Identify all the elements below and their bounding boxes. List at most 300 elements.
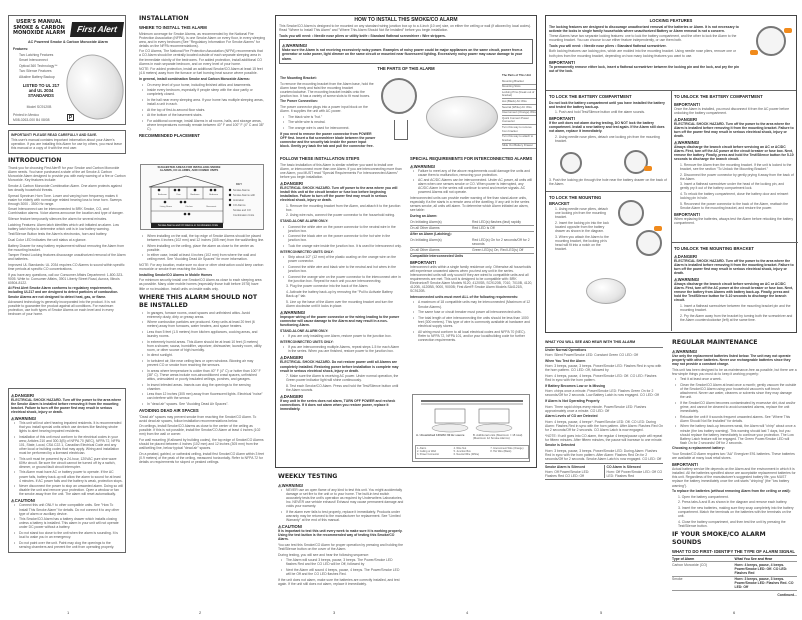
table-cell: Red LED(s) On for 2 seconds/Off for 2 seconds xyxy=(472,237,530,246)
bullet-item: • If the alarm ever fails to test properly, replace it immediately. Products under warranty may be returned to the manufacturer for replacement. See "Limited Warranty" at the end of this manual. xyxy=(278,510,404,522)
bullet-item: • Next the Alarm will sound 4 beeps, pause, 4 beeps. The Power/Smoke LED will be Off and the CO LED flashes Red. xyxy=(278,568,404,576)
locking-features-box xyxy=(545,15,797,333)
bullet-item: • Connect the black wire on the power connector to the hot wire in the junction box. xyxy=(280,234,402,242)
bold-paragraph: ELECTRICAL SHOCK HAZARD. Turn off the power to the area where the Alarm is installed before removing it from the mounting bracket. Failure to turn off the power first may result in serious electrical shock, injury or death. xyxy=(674,121,794,138)
key-item: Smoke and CO Combination Units xyxy=(233,209,255,217)
noisy-power-warning xyxy=(279,39,533,64)
bullet-item: • All wiring must conform to all local electrical codes and NFPA 70 (NEC). Refer to NFPA 72, NFPA 101, and/or your local/building code for further connection requirements. xyxy=(410,330,534,342)
legend-item: 1. Alarm xyxy=(417,447,427,450)
bullet-item: • If you are interconnecting multiple Alarms, repeat steps 1-5 for each Alarm in the series. When you are finished, restore power to the junction box. xyxy=(280,345,402,353)
part-row: Turn this way to remove from bracket xyxy=(502,125,536,134)
divider xyxy=(546,191,671,192)
bullet-item: • The orange wire is used for interconnect. xyxy=(280,126,376,130)
bullet-item: • Clean the Smoke/CO Alarm at least once a month; gently vacuum the outside of the Smoke/CO Alarm using your household vacuum's soft brush attachment. Never use water, cleaners or solvents since they may damage the unit. xyxy=(672,383,797,399)
page-number: 3 xyxy=(333,610,336,615)
numbered-step: 1. Using needle nose pliers, detach one locking pin from the mounting bracket. xyxy=(555,207,608,220)
page-number: 6 xyxy=(733,610,736,615)
power-connector-image xyxy=(394,120,408,140)
paragraph: To remove the mounting bracket from the Alarm base, hold the Alarm base firmly and twist the mounting bracket counterclockwise. The mounting bracket installs onto the junction box. It has a variety of screw slots to fit most boxes. xyxy=(280,81,374,98)
paragraph: Horn: 3 beeps, pause, 3 beeps. Power/Smoke LED: During Alarm: Flashes Red in sync with the horn pattern. After Alarm: Flashes Red On for 2 seconds/Off for 2 seconds. Smoke Alarm Latch is now engaged. CO LED: Off xyxy=(545,448,662,462)
bullet-item: • Do not stand too close to the unit when the alarm is sounding. It is loud to wake you in an emergency. xyxy=(11,531,123,539)
diagram-title: SUGGESTED AREAS FOR INSTALLING SMOKE ALARMS, CO ALARMS, AND COMBO UNITS xyxy=(157,165,221,173)
bullet-item: • Test it at least once a week. xyxy=(672,377,797,381)
lock-pin-icon xyxy=(644,166,652,171)
key-item: Smoke Alarms xyxy=(233,189,250,192)
paragraph: You can test this Smoke/CO Alarm for proper operation by pressing and holding the Test/Silence button on the cover of the Alarm. xyxy=(278,543,404,552)
subheading: RECOMMENDED PLACEMENT xyxy=(139,132,200,138)
numbered-step: 3. Plug the power connector into the back of the Alarm. xyxy=(286,284,369,289)
introduction-section xyxy=(8,154,126,318)
alert-label: IMPORTANT! xyxy=(674,101,700,107)
lock-pin-image xyxy=(560,152,582,174)
arrow-icon xyxy=(784,28,792,33)
numbered-step: 4. To relock the battery compartment, close the battery door and reinsert locking pin in hole. xyxy=(680,192,789,201)
page-number: 4 xyxy=(466,610,469,615)
bold-paragraph: ELECTRICAL SHOCK HAZARD. Turn off the power to the area where the Smoke Alarm is installed before removing it from the mounting bracket. Failure to turn off the power first may result in serious electrical shock, injury or death. xyxy=(11,397,122,414)
signal-type: Smoke xyxy=(672,577,683,582)
bullet-item: • If the Smoke/CO Alarm becomes contaminated by excessive dirt, dust and/or grime, and cannot be cleaned to avoid unwanted alarms, replace the unit immediately. xyxy=(672,401,797,413)
paragraph: Smart Interconnect can be interconnected to BRK Smoke, CO, and Combination alarms. Voice alarms announce the location and type of danger. xyxy=(8,207,124,216)
bold-paragraph: To replace the batteries (without removing Alarm from the ceiling or wall): xyxy=(672,489,791,494)
mounting-bracket-image xyxy=(381,78,417,114)
paragraph: This user's manual contains important information about your Alarm's operation. If you are installing this Alarm for use by others, you must leave this manual or a copy of it with the end user. xyxy=(11,138,123,151)
key-item: CO Alarms xyxy=(233,204,246,207)
subheading: TO UNLOCK THE MOUNTING BRACKET xyxy=(674,246,754,251)
part-code: M08-0263-000 B4 08/08 xyxy=(13,117,50,122)
subheading: TO LOCK THE BATTERY COMPARTMENT xyxy=(549,94,632,99)
table-cell: On all Other Alarms xyxy=(410,226,440,231)
part-row: Quick Connect Power Connector xyxy=(502,116,536,125)
bold-paragraph: Alarm Levels of CO are Detected xyxy=(545,414,598,419)
signal-row xyxy=(672,577,797,591)
important-box xyxy=(8,130,126,154)
paragraph: For wall mounting (if allowed by building codes), the top edge of Smoke/CO Alarms should be placed between 4 inches (102 mm) and 12 inches (305 mm) from the wall/ceiling line, below typical "dead air" spaces. xyxy=(139,437,264,451)
bullet-item: • Tuck the orange wire inside the junction box. It is used for interconnect only. xyxy=(280,244,402,248)
bullet-item: • Never disconnect the power to stop an unwanted alarm. Doing so will disable the unit and remove your protection. Open a window or fan the smoke away from the unit. The alarm will reset automatically. xyxy=(11,484,123,496)
bullet-item: • This Alarm must have AC or battery power to operate. If the AC power fails, battery back-up will allow the alarm to sound for at least 4 minutes. If AC power fails and the battery is weak, protection stops. xyxy=(11,470,123,482)
legend-item: 4. Wire Nut xyxy=(453,447,467,450)
room-labels xyxy=(153,194,223,197)
paragraph: The basic installation of this Alarm is similar whether you want to install one Alarm, or interconnect more than one Alarm. If you are interconnecting more than one Alarm, you MUST read "Special Requirements For Interconnected Alarms" before you begin installation. xyxy=(280,162,402,179)
feature-item: Optical 360 Technology™ xyxy=(19,63,58,68)
bullet-item: • Connect this unit ONLY to other compatible units. See "How To Install This Smoke Alarm" for details. Do not connect it to any other type of alarm or auxiliary device. xyxy=(11,503,123,515)
cover-subtitle: AC Powered Smoke & Carbon Monoxide Alarm xyxy=(28,40,108,44)
bullet-item: • In garages, furnace rooms, crawl spaces and unfinished attics. Avoid extremely dusty, dirty or greasy areas. xyxy=(139,311,265,319)
bracket-image xyxy=(618,200,644,226)
numbered-step: 4. Activate the battery back-up by removing the "Pull to Activate Battery Back-up" tab. xyxy=(286,289,393,298)
bold-paragraph: Do not lock the battery compartment until you have installed the battery and tested the battery back-up. xyxy=(549,100,665,109)
wiring-diagram xyxy=(412,394,530,462)
silenced-text: Horn: Off Power/Smoke LED: Off CO LED: Flashes Red xyxy=(606,470,663,479)
numbered-step: 2. Pry the Alarm away from the bracket by turning both the screwdriver and the Alarm counterclockwise (left) at the same time. xyxy=(680,313,793,322)
bullet-item: • Do not paint over the unit. Paint may clog the openings to the sensing chambers and prevent the unit from operating properly. xyxy=(11,541,123,549)
paragraph: When replacing the batteries, always test the Alarm before relocking the battery compartment. xyxy=(674,216,794,225)
room-label: Bedroom xyxy=(209,193,219,196)
room-label: Basement xyxy=(206,205,217,208)
silenced-table xyxy=(545,463,663,481)
part-row: Neutral (White) AC Wire xyxy=(502,105,536,111)
part-row: Interconnect (Orange) Wire xyxy=(502,111,536,117)
silenced-text: Horn: Off Power/Smoke LED: Flashes Red CO LED: Off xyxy=(545,470,590,479)
numbered-step: 1. Insert a flathead screwdriver between the mounting bracket pin and the mounting bracket. xyxy=(680,303,791,312)
room-label: Living Room xyxy=(159,205,172,208)
bold-paragraph: During an Alarm: xyxy=(410,213,438,218)
install-intro: This Smoke/CO Alarm is designed to be mounted on any standard wiring junction box up to a 4-inch (10 cm) size, on either the ceiling or wall (if allowed by local codes). Read "Where to Install This Alarm" and "Where This Alarm Should Not Be Installed" before you begin installation. xyxy=(279,24,531,33)
section-heading: WHERE THIS ALARM SHOULD NOT BE INSTALLED xyxy=(139,293,258,309)
feature-item: Two Silence Features xyxy=(19,69,52,74)
paragraph: Horn: 4 beeps, pause, 4 beeps*. Power/Smoke LED: Off. CO LED: During Alarm: Flashes Red in sync with the horn pattern. After Alarm: Flashes Red On for 2 seconds/Off for 2 seconds. CO Alarm Latch is now engaged. xyxy=(545,419,663,432)
installation-section xyxy=(139,12,265,139)
bold-paragraph: INTERCONNECTED UNITS ONLY: xyxy=(280,249,334,254)
table-row xyxy=(410,237,534,247)
numbered-step: 1. Remove the mounting bracket from the Alarm, and attach it to the junction box. xyxy=(286,203,401,212)
bullet-item: • In areas where temperature is colder than 40° F (4° C) or hotter than 100° F (38° C). These areas include non-airconditioned crawl spaces, unfinished attics, uninsulated or poorly insulated ceilings, porches, and garages. xyxy=(139,369,265,381)
paragraph: Interconnected units can provide earlier warning of fire than stand-alone units, especially if a fire starts in a remote area of the dwelling. If any unit in the series senses smoke, all units will alarm. To determine which Alarm initiated an alarm, see table: xyxy=(410,196,530,213)
bullet-item: • When the battery back-up becomes weak, the Alarm will "chirp" about once a minute (the low battery warning). This warning should last 7 days, but you should replace the battery immediately to continue your protection. The Low Battery Latch feature will be engaged. The Green Power/Smoke LED will flash On for 2 seconds/ Off for 2 seconds. xyxy=(672,424,797,444)
paragraph: Both locking features use locking pins, which are molded into the mounting bracket. Using needle nose pliers, remove one or both pins from the mounting bracket, depending on how many locking features you want to use. xyxy=(549,49,736,58)
features-label: Features: xyxy=(13,47,29,51)
paragraph: NOTE: For added protection, install an additional Smoke/CO Alarm at least 15 feet (4.6 meters) away from the furnace or fuel burning heat source where possible. xyxy=(139,67,263,76)
first-alert-logo: First Alert xyxy=(70,22,124,37)
paragraph: Interconnect units within a single family residence only. Otherwise all households will experience unwanted alarms when you test any unit in the series. Interconnected units will only sound if they are wired to compatible units and all requirements are met. This unit is designed to be compatible with: BRK Electronics® Smoke Alarm Models 9120, 4120SB, SC9120B, 7010, 7010B, 4120, 4120B, 4120BB, 9000, 9000B; First Alert® Smoke Alarm Models SA4121B, SC9120B. xyxy=(410,264,533,294)
paragraph: Battery Drawer for easy battery replacement without removing the Alarm from the mounting bracket. xyxy=(8,243,125,252)
signal-row xyxy=(672,562,797,576)
paragraph: Thank you for choosing First Alert® for your Smoke and Carbon Monoxide Alarm needs. You have purchased a state of the art Smoke & Carbon Monoxide Alarm designed to provide you with early warning of a fire or Carbon Monoxide. Key features include: xyxy=(8,166,126,183)
bold-paragraph: Under Normal Operations xyxy=(545,347,587,352)
page-number: 5 xyxy=(600,610,603,615)
part-row: Mounting Slots xyxy=(502,85,536,91)
paragraph: The power connector plugs into a power input block on the Alarm. It supplies the unit with AC power. xyxy=(280,105,368,114)
placement-notes xyxy=(139,234,265,466)
room-label: Bedroom xyxy=(190,193,200,196)
maintenance-section xyxy=(672,339,797,554)
alert-label: ⚠WARNING! xyxy=(11,415,37,421)
parts-title: THE PARTS OF THIS ALARM xyxy=(377,66,435,72)
numbered-step: 1. Remove the Alarm from the mounting bracket. If the unit is locked to the bracket, see the section "To Unlock the Mounting Bracket." xyxy=(680,162,792,172)
bullet-item: • In turbulent air, like near ceiling fans or open windows. Blowing air may prevent CO or smoke from reaching the sensors. xyxy=(139,359,265,367)
paragraph: Improved UL Standards: UL 2034 requires CO Alarms to sound within specific time periods at specific CO concentrations. xyxy=(8,262,125,271)
paragraph: Once the Alarm is installed, you must disconnect it from the AC power before unlocking the battery compartment. xyxy=(674,106,790,115)
page-number: 2 xyxy=(199,610,202,615)
bullet-item: • This unit will not alert hearing impaired residents. It is recommended that you install special units which use devices like flashing strobe lights to alert hearing impaired residents. xyxy=(11,421,123,433)
section-heading: IF YOUR SMOKE/CO ALARM SOUNDS xyxy=(672,530,766,546)
warning-label: ⚠WARNING! xyxy=(282,43,308,49)
page-number: 1 xyxy=(67,610,70,615)
paragraph: Dual Color LED indicates the unit status at a glance. xyxy=(8,237,87,242)
bold-paragraph: It is important to test this unit every week to make sure it is working properly. Using the test button is the recommended way of testing this Smoke/CO Alarm. xyxy=(278,529,403,542)
bold-paragraph: STAND-ALONE ALARM ONLY: xyxy=(280,219,329,224)
signal-type: Carbon Monoxide (CO) xyxy=(672,562,708,567)
parts-table-head: The Parts of This Unit xyxy=(502,73,531,77)
paragraph: These Alarms have two separate locking features: one to lock the battery compartment, and the other to lock the Alarm to the mounting bracket. You can choose to use either feature independently, or use them both. xyxy=(549,34,737,43)
bold-paragraph: After an Alarm (Latching): xyxy=(410,231,452,236)
alarm-signal-table xyxy=(672,555,797,597)
numbered-step: 2. Using wire nuts, connect the power connector to the household wiring. xyxy=(286,213,396,218)
paragraph: Latching Features: Alarm latch identifies which unit initiated an alarm. Low battery latch helps to determine which unit is in low battery warning. xyxy=(8,222,120,231)
paragraph: For CO Alarms, The National Fire Protection Association (NFPA) recommends that a CO Alarm should be centrally located outside of each separate sleeping area in the immediate vicinity of the bedrooms. For added protection, install additional CO Alarms in each separate bedroom, and on every level of your home. xyxy=(139,49,263,66)
interconnect-requirements xyxy=(410,154,534,343)
numbered-step: 2. Disconnect the power connector by gently prying it away from the back of the Alarm. xyxy=(680,172,794,181)
paragraph: Advanced technology is generally incorporated into the product. It is not possible to guarantee the product against all conditions. For maximum protection, use both types of Smoke Alarms on each level and in every bedroom of your home. xyxy=(8,300,116,317)
table-cell: On Initiating Alarm(s) xyxy=(410,220,442,225)
see-and-hear-section xyxy=(545,338,663,480)
paragraph: Horn: Three rapid chirps every minute. Power/Smoke LED: Flashes approximately once a minute. CO LED: Off xyxy=(545,404,647,413)
bullet-item: • Connect the orange wire on the power connector to the interconnect wire in the junction box. Repeat for each unit you are interconnecting. xyxy=(280,275,402,283)
manual-title: USER'S MANUAL SMOKE & CARBON MONOXIDE ALARM xyxy=(13,19,66,37)
diagram-key xyxy=(233,188,264,218)
legend-item: 6. Neutral Wire (White) xyxy=(453,453,480,457)
bullet-item: • Connect the white wire on the power connector to the neutral wire in the junction box. xyxy=(280,225,402,233)
paragraph: NOTE: For any location, make sure no door or other obstruction could keep carbon monoxide or smoke from reaching the Alarm. xyxy=(139,263,264,272)
paragraph: Minimum coverage for Smoke Alarms, as recommended by the National Fire Protection Association (NFPA), is one Smoke Alarm on every floor, in every sleeping area, and in every bedroom (See "Regulatory Information For Smoke Alarms" for details on the NFPA recommendations). xyxy=(139,31,266,48)
bullet-item: • Where combustion particles are produced. Keep units at least 20 feet (6 meters) away from furnaces, water heaters, and space heaters. xyxy=(139,320,265,328)
bullet-item: • Less than 5 feet (1.5 meters) from kitchen appliances, cooking areas, and laundry rooms. xyxy=(139,330,265,338)
legend-item: 2. Ceiling or Wall xyxy=(417,450,436,454)
alert-label: ⚠WARNING! xyxy=(674,140,700,146)
bullet-item: • Inside every bedroom, especially if people sleep with the door partly or completely closed. xyxy=(139,88,265,96)
page-6-column xyxy=(672,336,797,597)
install-title: HOW TO INSTALL THIS SMOKE/CO ALARM xyxy=(354,17,458,23)
subheading: SPECIAL REQUIREMENTS FOR INTERCONNECTED ALARMS xyxy=(410,156,533,161)
paragraph: For minimum security install one Smoke/CO Alarm as close to each sleeping area as possible. Many older mobile homes (especially those built before 1978) have little or no insulation. Install units on inside walls only. xyxy=(139,278,262,291)
bullet-item: • A maximum of 18 compatible units may be interconnected (Maximum of 12 Smoke Alarms). xyxy=(410,300,534,308)
signal-what: Horn: 4 beeps, pause, 4 beeps. Power/Smoke LED: Off. CO LED: Flashes Red xyxy=(734,562,788,576)
weekly-testing-section xyxy=(278,470,404,587)
key-item: Smoke Alarms with Ionization xyxy=(233,194,256,202)
col-type: Type of Alarm xyxy=(672,556,695,561)
bullet-item: • The white wire is neutral. xyxy=(280,120,376,124)
alert-label: ⚠DANGER! xyxy=(280,355,304,361)
bold-paragraph: If Alarm is Not Operating Properly xyxy=(545,398,600,403)
section-heading: WEEKLY TESTING xyxy=(278,473,338,480)
bold-paragraph: ELECTRICAL SHOCK HAZARD. Turn off the power to the area where the Alarm is installed before removing it from the mounting bracket. Failure to turn off the power first may result in serious electrical shock, injury or death. xyxy=(674,258,794,275)
room-label: Bedroom xyxy=(157,193,167,196)
alert-label: ⚠WARNING! xyxy=(674,276,700,282)
parts-description xyxy=(280,76,376,149)
paragraph: Your Smoke/CO Alarm requires two "AA" Energizer E91 batteries. These batteries are available at many local retail stores. xyxy=(672,451,795,461)
paragraph: Actual battery service life depends on the Alarm and the environment in which it is installed. All the batteries specified above are acceptable replacement batteries for this unit. Regardless of the manufacturer's suggested battery life, you MUST replace the battery immediately once the unit starts "chirping" (the "low battery warning"). xyxy=(672,467,796,488)
bold-paragraph: Installing Smoke/CO Alarms in Mobile Homes xyxy=(139,272,213,277)
bold-paragraph: If Battery Becomes Low or is Missing xyxy=(545,383,606,388)
numbered-step: 1. Open the battery compartment. xyxy=(678,494,729,499)
arrow-icon xyxy=(750,50,758,55)
table-cell: Red LED is Off xyxy=(472,226,495,231)
lock-battery-section xyxy=(549,92,667,145)
bullet-item: • On every level of your home, including finished attics and basements. xyxy=(139,83,265,87)
numbered-step: 2. Using needle nose pliers, detach one locking pin from the mounting bracket. xyxy=(555,135,660,144)
bullet-item: • When installing on the wall, the top edge of Smoke Alarms should be placed between 4 inches (102 mm) and 12 inches (305 mm) from the wall/ceiling line. xyxy=(139,234,265,242)
lock-bracket-section xyxy=(549,193,611,252)
alert-label: ⚠DANGER! xyxy=(674,116,698,122)
bold-paragraph: Tools you will need: • Needle nose pliers • Standard flathead screwdriver. xyxy=(549,43,667,48)
warning-text: Make sure the Alarm is not receiving excessively noisy power. Examples of noisy power could be major appliances on the same circuit, power from a generator or solar power, light dimmer on the same circuit or mounted near fluorescent lighting. Excessively noisy power may cause damage to your alarm. xyxy=(282,48,523,61)
paragraph: Horn: chirps once a minute. Power/Smoke LED: Flashes Green On for 2 seconds/Off for 2 seconds. Low Battery Latch is now engaged. CO LED: Off xyxy=(545,389,659,398)
bullet-item: • At the top of first-to-second floor stairs. xyxy=(139,108,265,112)
paragraph: Smoke & Carbon Monoxide Combination Alarm. One alarm protects against two deadly household threats. xyxy=(8,183,122,192)
table-cell: On Initiating Alarm(s) xyxy=(410,237,442,242)
alert-label: ⚠DANGER! xyxy=(11,392,35,398)
subheading: WHERE TO INSTALL THIS ALARM xyxy=(139,25,207,30)
parts-table xyxy=(502,74,536,149)
alert-label: ⚠DANGER! xyxy=(280,394,304,400)
bold-paragraph: In general, install combination Smoke and Carbon Monoxide Alarms: xyxy=(139,76,250,81)
locking-intro xyxy=(546,25,746,73)
part-row: Locking Pins (break out of bracket) xyxy=(502,90,536,99)
alert-label: IMPORTANT! xyxy=(672,462,698,468)
standards-listing: LISTED TO UL 217 and UL 2034 STANDARDS xyxy=(22,83,60,98)
bullet-item: • Failure to meet any of the above requirements could damage the units and cause them to malfunction, removing your protection. xyxy=(410,169,534,177)
lock-pin-icon xyxy=(654,226,662,231)
continued-label: Continued... xyxy=(777,593,797,598)
bold-paragraph: Always discharge the branch circuit before servicing an AC or AC/DC Alarm. First, turn off the AC power at the circuit breaker or fuse box. Next, remove the battery. Finally, press and hold the Test/Silence button for 5-10 seconds to discharge the branch circuit. xyxy=(674,145,794,162)
bold-paragraph: If the unit does not alarm during testing, DO NOT lock the battery compartment. Install a new battery and test again. If the Alarm still does not alarm, replace it immediately. xyxy=(549,121,665,134)
bold-paragraph: IMPORTANT! PLEASE READ CAREFULLY AND SAVE. xyxy=(11,132,98,137)
legend-item: 5. Junction Box xyxy=(453,450,471,454)
table-cell: On all Other Alarms xyxy=(410,248,440,252)
numbered-step: 5. Reconnect the power connector to the back of the Alarm, reattach the Smoke Alarm to the mounting bracket, and restore the power. xyxy=(680,201,788,210)
bullet-item: • In the hall near every sleeping area. If your home has multiple sleeping areas, install a unit in each. xyxy=(139,98,265,106)
numbered-step: 3. When you attach the Alarm to the mounting bracket, the locking pin's head will fit into a notch on the bracket. xyxy=(555,234,609,251)
locking-bracket-image xyxy=(756,26,786,56)
bullet-item: • AC and AC/DC Alarms can be interconnected. Under AC power, all units will alarm when one senses smoke or CO. When power is interrupted, any AC/DC Alarm in the series will continue to send and receive signals. AC powered Alarms will not operate. xyxy=(410,178,534,194)
bullet-item: • NEVER use an open flame of any kind to test this unit. You might accidentally damage or set fire to the unit or to your home. The built-in test switch accurately tests the unit's operation as required by Underwriters Laboratories, Inc. NEVER use vehicle exhaust! Exhaust may cause permanent damage and voids your warranty. xyxy=(278,488,404,508)
paragraph: Horn: Silent Power/Smoke LED: Constant Green CO LED: Off xyxy=(545,353,639,358)
installation-steps xyxy=(280,154,402,413)
bold-paragraph: Interconnected units must meet ALL of the following requirements: xyxy=(410,294,519,299)
alert-label: ⚠CAUTION! xyxy=(11,498,36,504)
install-tools: Tools you will need: • Needle nose pliers or utility knife • Standard flathead screwdriver • Wire strippers. xyxy=(279,33,446,38)
printed-in: Printed in Mexico xyxy=(13,113,40,117)
bold-paragraph: STAND-ALONE ALARM ONLY: xyxy=(280,328,329,333)
bullet-item: • When installing on the ceiling, place the alarm as close to the center as possible. xyxy=(139,244,265,252)
divider-vertical xyxy=(671,90,672,331)
numbered-step: 3. Insert the new batteries, making sure they snap completely into the battery compartment. Match the terminals on the batteries with the terminals on the unit. xyxy=(678,505,794,519)
cover-box xyxy=(8,15,126,125)
part-row: Slide Out Battery Drawer xyxy=(502,144,536,150)
numbered-step: 7. Make sure the Alarm is receiving AC power. Under normal operation, the Green power indicator light will shine continuously. xyxy=(286,374,399,383)
bold-paragraph: Compatible Interconnected Units xyxy=(410,253,464,258)
wiring-illustration xyxy=(413,395,531,435)
bullet-item: • Strip about 1/2" (12 mm) of the plastic coating on the orange wire on the power connector. xyxy=(280,255,402,263)
alert-label: ⚠WARNING! xyxy=(672,349,698,354)
co-silenced xyxy=(605,465,664,479)
subheading: AVOIDING DEAD AIR SPACES xyxy=(139,408,199,413)
alert-label: IMPORTANT! xyxy=(549,59,575,65)
bold-paragraph: INTERCONNECTED UNITS ONLY: xyxy=(280,339,334,344)
diagram-key-label: KEY xyxy=(236,182,243,186)
paragraph: Test/Silence Button tests the Alarm's electronics, horn and battery. xyxy=(8,232,108,237)
paragraph: During testing, you will see and hear the following sequence: xyxy=(278,552,370,557)
bracket-lock-image xyxy=(636,230,662,256)
alert-label: ⚠DANGER! xyxy=(674,253,698,259)
bullet-item: • At the bottom of the basement stairs. xyxy=(139,113,265,117)
bullet-item: • Installation of this unit must conform to the electrical codes in your area; Articles 210 and 300.3(B) of NFPA 70 (NEC), NFPA 72, NFPA 101, State, Local, CSA C22.1, Canadian Electrical Code and any other local or building codes that may apply. Wiring and installation must be performed by a licensed electrician. xyxy=(11,435,123,455)
lock-battery-step3: 3. Push the locking pin through the hole near the battery drawer on the back of the Alarm. xyxy=(549,178,667,187)
numbered-step: 1. Push and hold Test/Silence button until the alarm sounds. xyxy=(555,110,646,115)
divider xyxy=(671,242,798,243)
legend-item: 8. Hot Wire (Black) xyxy=(490,450,512,454)
numbered-step: 2. Press tabs A and B as shown in the diagram and remove each battery. xyxy=(678,500,788,505)
alert-label: ⚠WARNING! xyxy=(280,309,306,315)
signal-table-header xyxy=(672,555,797,562)
bullet-item: • For additional coverage, install Alarms in all rooms, halls, and storage areas, where temperatures normally remain between 40° F and 100° F (4° C and 38° C). xyxy=(139,119,265,131)
bold-paragraph: If you need to remove the power connector from POWER OFF first. Insert a flat screwdriver blade between the power connector and the security tab inside the power input block. Gently pry back the tab and pull the connector free. xyxy=(280,131,376,148)
bold-paragraph: Smoke is Detected xyxy=(545,443,576,448)
how-to-install-box xyxy=(275,15,537,468)
section-heading: REGULAR MAINTENANCE xyxy=(672,339,758,346)
bold-paragraph: Improper wiring of the power connector or the wiring leading to the power connector will cause damage to the Alarm and may result in a non-functioning Alarm. xyxy=(280,314,400,327)
unlock-battery-section xyxy=(674,92,794,227)
alert-label: ⚠WARNING! xyxy=(410,163,436,169)
feature-item: Two Latching Features xyxy=(19,52,54,57)
bold-paragraph: When You Test the Alarm xyxy=(545,358,586,363)
paragraph: Horn: 3 beeps, pause, 3 beeps. Power/Smoke LED: Flashes Red in sync with the horn pattern. CO LED: Off, followed by xyxy=(545,364,662,373)
alert-label: IMPORTANT! xyxy=(410,259,436,265)
bullet-item: • The Alarm will sound 3 beeps, pause, 3 beeps. The Power/Smoke LED flashes Red and the CO LED will be Off, followed by xyxy=(278,558,404,566)
numbered-step: 4. Close the battery compartment, and then test the unit by pressing the Test/Silence button. xyxy=(678,519,786,528)
bold-paragraph: ELECTRICAL SHOCK HAZARD. Do not restore power until all Alarms are completely installed. Restoring power before installation is complete may result in serious electrical shock, injury or death. xyxy=(280,360,399,373)
numbered-step: 8. Test each Smoke/CO Alarm. Press and hold the Test/Silence button until the Alarm sounds. xyxy=(286,383,399,393)
legend-item: 3. Power Connector xyxy=(417,453,440,457)
bullet-item: • In either case, install at least 4 inches (102 mm) from where the wall and ceiling meet. See "Avoiding Dead Air Spaces" for more information. xyxy=(139,253,265,261)
paragraph: On a peaked, gabled, or cathedral ceiling, install first Smoke/CO Alarm within 3 feet (0.9 meters) of the peak of the ceiling, measured horizontally. Refer to NFPA 72 for details on requirements for sloped or peaked ceilings. xyxy=(139,451,264,464)
features-list xyxy=(13,47,63,81)
locking-title: LOCKING FEATURES xyxy=(649,18,693,23)
bullet-item: • Relocate the unit if it sounds frequent unwanted alarms. See "Where This Alarm Should Not Be Installed" for details. xyxy=(672,415,797,423)
placement-diagram xyxy=(140,164,264,230)
bullet-item: • If you are only installing one Alarm, restore power to the junction box. xyxy=(280,334,402,338)
paragraph: Tamper Resist Locking features discourage unauthorized removal of the Alarm and batteries. xyxy=(8,253,126,262)
silenced-head: CO Alarm is Silenced xyxy=(606,464,641,469)
paragraph: Horn: 4 beeps, pause, 4 beeps. Power/Smoke LED: Off. CO LED: Flashes Red in sync with the horn pattern. xyxy=(545,373,657,383)
part-row: Hot (Black) AC Wire xyxy=(502,99,536,105)
diagram-banner: Smoke Alarms and CO Alarms or Combination Units xyxy=(158,223,218,227)
bullet-item: • In "dead air" spaces. See "Avoiding Dead Air Spaces". xyxy=(139,402,265,406)
bold-paragraph: If any unit in the series does not alarm, TURN OFF POWER and recheck connections. If it does not alarm when you restore power, replace it immediately. xyxy=(280,399,396,412)
paragraph: If the unit does not alarm, make sure the batteries are correctly installed, and test again. If the unit still does not alarm, replace it immediately. xyxy=(278,577,400,586)
wiring-label-b: B. Additional units (Maximum = 18 total) (Maximum 12 Smoke Alarms) xyxy=(473,433,523,441)
smoke-silenced xyxy=(545,465,605,479)
subheading: TO UNLOCK THE BATTERY COMPARTMENT xyxy=(674,94,763,99)
bullet-item: • In extremely humid areas. This Alarm should be at least 10 feet (3 meters) from a shower, sauna, humidifier, vaporizer, dishwasher, laundry room, utility room, or other source of high humidity. xyxy=(139,340,265,352)
bullet-item: • The same fuse or circuit breaker must power all interconnected units. xyxy=(410,310,534,314)
paragraph: On ceilings, install Smoke/CO Alarms as close to the center of the ceiling as possible. If this is not possible, install the Smoke/CO Alarm at least 4 inches (102 mm) from the wall or corner. xyxy=(139,424,261,437)
bold-paragraph: At First Alert Smoke Alarm conforms to regulatory requirements, including UL217 and are designed to detect particles of combustion. Smoke Alarms are not designed to detect heat, gas, or flame. xyxy=(8,286,119,299)
room-labels-lower xyxy=(153,206,223,209)
legend-item: 7. Interconnect Wire (Orange) xyxy=(490,447,524,450)
bullet-item: • This Smoke/CO Alarm has a battery drawer which installs closing unless a battery is installed. This alarm in your unit will not operate under DC power without a battery. xyxy=(11,517,123,529)
paragraph: Silence feature temporarily silences the alarm for several minutes. xyxy=(8,217,108,222)
section-heading: INTRODUCTION xyxy=(8,157,62,164)
wiring-legend xyxy=(415,445,529,459)
table-cell: Green LED(s) On, Red LED(s) Off xyxy=(472,248,524,252)
bullet-item: • Connect the white wire and black wire to the neutral and hot wires in the junction box. xyxy=(280,265,402,273)
paragraph: "Dead air" spaces may prevent smoke from reaching the Smoke/CO Alarm. To avoid dead air spaces, follow installation recommendations below. xyxy=(139,414,257,423)
wiring-label-a: A. Unswitched 120VAC 60 Hz source xyxy=(416,433,465,437)
alert-label: ⚠DANGER! xyxy=(280,180,304,186)
part-row: Turn this way to attach to bracket xyxy=(502,135,536,144)
alert-label: ⚠WARNING! xyxy=(278,483,304,488)
signal-what: Horn: 3 beeps, pause, 3 beeps. Power/Smoke LED: Flashes Red. CO LED: Off xyxy=(734,577,794,590)
alert-label: IMPORTANT! xyxy=(674,211,700,217)
bullet-item: • This unit must be powered by a 24-hour, 120VAC pure sine wave 60Hz circuit. Be sure the circuit cannot be turned off by a switch, dimmer, or ground fault circuit interrupter. xyxy=(11,457,123,469)
bold-paragraph: Choosing a replacement battery: xyxy=(672,446,725,451)
bold-paragraph: To permanently remove either lock, insert a flathead screwdriver between the locking pin and the lock, and pry the pin out of the lock. xyxy=(549,64,740,73)
bullet-item: • Less than 12 inches (305 mm) away from fluorescent lights. Electrical "noise" can interfere with the sensor. xyxy=(139,392,265,400)
section-heading: INSTALLATION xyxy=(139,15,189,22)
part-row: Mounting Bracket xyxy=(502,79,536,85)
bold-paragraph: ELECTRICAL SHOCK HAZARD. Turn off power to the area where you will install this unit at the circuit breaker or fuse box before beginning installation. Failure to turn off the power first may result in serious electrical shock, injury or death. xyxy=(280,185,398,203)
